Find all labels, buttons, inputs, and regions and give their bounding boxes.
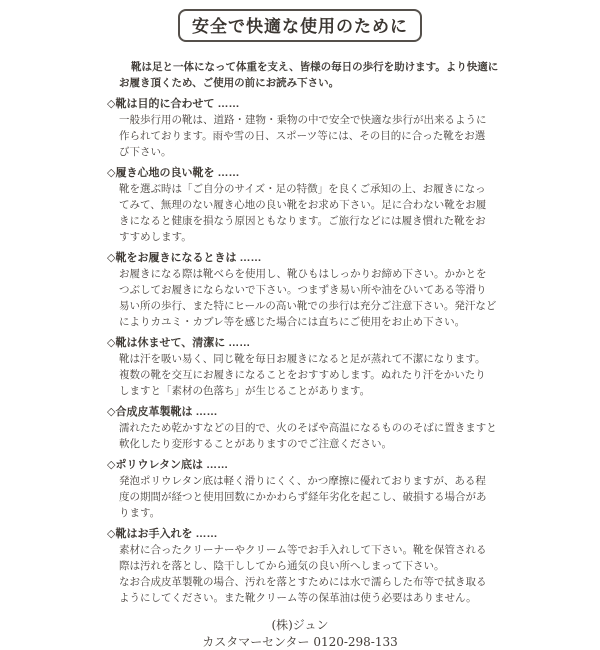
text-line: ようにしてください。また靴クリーム等の保革油は使う必要はありません。 <box>119 592 477 604</box>
customer-center-phone: カスタマーセンター 0120-298-133 <box>202 635 398 649</box>
section-shoe-purpose <box>107 96 517 160</box>
section-heading: ◇靴をお履きになるときは …… <box>107 252 262 264</box>
section-text <box>119 420 517 452</box>
text-line: しますと「素材の色落ち」が生じることがあります。 <box>119 385 371 397</box>
section-text <box>119 473 517 521</box>
section-heading: ◇ポリウレタン底は …… <box>107 459 229 471</box>
text-line: 易い所の歩行、また特にヒールの高い靴での歩行は充分ご注意下さい。発汗など <box>119 300 497 312</box>
document-body <box>107 59 517 606</box>
company-name: (株)ジュン <box>271 618 329 632</box>
text-line: 度の期間が経つと使用回数にかかわらず経年劣化を起こし、破損する場合があ <box>119 491 487 503</box>
section-heading: ◇靴は休ませて、清潔に …… <box>107 337 251 349</box>
text-line: 作られております。雨や雪の日、スポーツ等には、その目的に合った靴をお選 <box>119 130 486 142</box>
section-text <box>119 542 517 606</box>
title-area <box>0 0 600 42</box>
text-line: すすめします。 <box>119 231 192 243</box>
text-line: び下さい。 <box>119 146 172 158</box>
intro-line: 靴は足と一体になって体重を支え、皆様の毎日の歩行を助けます。より快適に <box>131 61 499 73</box>
text-line: なお合成皮革製靴の場合、汚れを落とすためには水で濡らした布等で拭き取る <box>119 576 487 588</box>
text-line: 靴を選ぶ時は「ご自分のサイズ・足の特徴」を良くご承知の上、お履きになっ <box>119 183 486 195</box>
section-text <box>119 181 517 245</box>
text-line: 靴は汗を吸い易く、同じ靴を毎日お履きになると足が蒸れて不潔になります。 <box>119 353 486 365</box>
footer <box>0 617 600 650</box>
intro-paragraph <box>119 59 517 91</box>
section-heading: ◇合成皮革製靴は …… <box>107 406 218 418</box>
text-line: ります。 <box>119 507 161 519</box>
text-line: つぶしてお履きにならないで下さい。つまずき易い所や油をひいてある等滑り <box>119 284 487 296</box>
text-line: お履きになる際は靴べらを使用し、靴ひもはしっかりお締め下さい。かかとを <box>119 268 487 280</box>
text-line: によりカユミ・カブレ等を感じた場合には直ちにご使用をお止め下さい。 <box>119 316 466 328</box>
text-line: 複数の靴を交互にお履きになることをおすすめします。ぬれたり汗をかいたり <box>119 369 486 381</box>
section-heading: ◇靴はお手入れを …… <box>107 528 218 540</box>
text-line: きになると健康を損なう原因ともなります。ご旅行などには履き慣れた靴をお <box>119 215 486 227</box>
section-polyurethane-sole <box>107 457 517 521</box>
text-line: 際は汚れを落とし、陰干ししてから通気の良い所へしまって下さい。 <box>119 560 445 572</box>
text-line: 発泡ポリウレタン底は軽く滑りにくく、かつ摩擦に優れておりますが、ある程 <box>119 475 486 487</box>
text-line: 軟化したり変形することがありますのでご注意ください。 <box>119 438 392 450</box>
page-title: 安全で快適な使用のために <box>178 9 422 42</box>
section-when-wearing <box>107 250 517 330</box>
section-heading: ◇履き心地の良い靴を …… <box>107 167 240 179</box>
section-heading: ◇靴は目的に合わせて …… <box>107 98 240 110</box>
section-text <box>119 112 517 160</box>
section-text <box>119 351 517 399</box>
intro-line: お履き頂くため、ご使用の前にお読み下さい。 <box>119 77 340 89</box>
section-comfortable-fit <box>107 165 517 245</box>
section-shoe-care <box>107 526 517 606</box>
text-line: 一般歩行用の靴は、道路・建物・乗物の中で安全で快適な歩行が出来るように <box>119 114 487 126</box>
section-rest-and-clean <box>107 335 517 399</box>
text-line: 素材に合ったクリーナーやクリーム等でお手入れして下さい。靴を保管される <box>119 544 487 556</box>
text-line: てみて、無理のない履き心地の良い靴をお求め下さい。足に合わない靴をお履 <box>119 199 487 211</box>
section-text <box>119 266 517 330</box>
text-line: 濡れたため乾かすなどの目的で、火のそばや高温になるもののそばに置きますと <box>119 422 497 434</box>
section-synthetic-leather <box>107 404 517 452</box>
